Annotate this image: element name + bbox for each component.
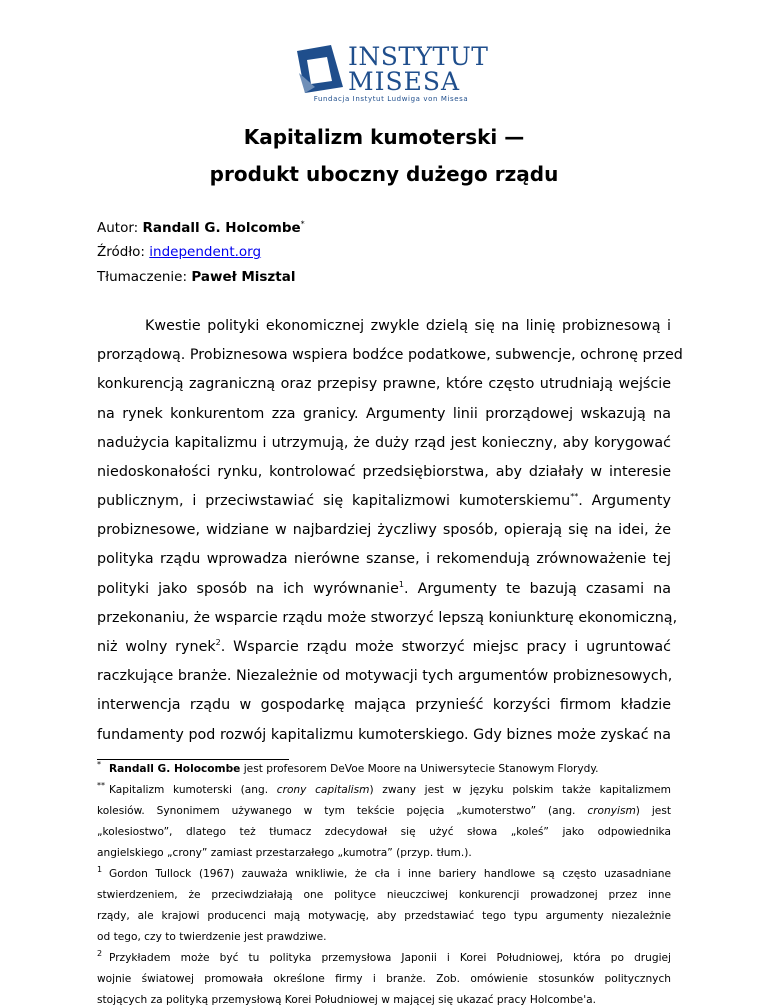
footnote-text: Kapitalizm kumoterski (ang. <box>109 784 277 796</box>
body-text: polityki jako sposób na ich wyrównanie <box>97 581 399 597</box>
body-line: na rynek konkurentom zza granicy. Argumenty linii prorządowej wskazują na <box>97 406 671 422</box>
logo-subtitle: Fundacja Instytut Ludwiga von Misesa <box>313 95 469 103</box>
author-line <box>97 219 305 237</box>
author-label: Autor: <box>97 220 139 236</box>
footnote-text: ) jest <box>635 805 671 817</box>
body-text: niż wolny rynek <box>97 639 216 655</box>
footnote-line <box>97 805 671 818</box>
translation-line <box>97 268 295 286</box>
body-line <box>97 491 671 511</box>
footnote-ref[interactable]: 1 <box>398 580 404 590</box>
footnote-author-name: Randall G. Holocombe <box>109 763 241 775</box>
body-line <box>97 579 671 599</box>
translation-label: Tłumaczenie: <box>97 269 188 285</box>
footnote-text: kolesiów. Synonimem używanego w tym tekście pojęcia „kumoterstwo” (ang. <box>97 805 588 817</box>
body-line: probiznesowe, widziane w najbardziej życzliwy sposób, opierają się na idei, że <box>97 522 671 538</box>
footnote-line: stojących za polityką przemysłową Korei Południowej w mającej się ukazać pracy Holcombe'a. <box>97 994 596 1006</box>
footnote-ref[interactable]: 2 <box>215 638 221 648</box>
source-link[interactable]: independent.org <box>149 244 262 260</box>
footnote-text: Przykładem może być tu polityka przemysłowa Japonii i Korei Południowej, która po drugiej <box>109 952 671 964</box>
source-label: Źródło: <box>97 244 145 260</box>
title-line-2: produkt uboczny dużego rządu <box>209 162 559 186</box>
body-line: konkurencją zagraniczną oraz przepisy prawne, które często utrudniają wejście <box>97 376 671 392</box>
footnote-term: crony capitalism <box>276 784 370 796</box>
footnote-line: angielskiego „crony” zamiast przestarzałego „kumotra” (przyp. tłum.). <box>97 847 472 859</box>
logo-line-1: INSTYTUT <box>348 42 489 71</box>
author-footnote-mark[interactable]: * <box>300 219 305 229</box>
footnote-divider <box>97 759 289 760</box>
body-line: nadużycia kapitalizmu i utrzymują, że duży rząd jest konieczny, aby korygować <box>97 435 671 451</box>
body-line <box>97 637 671 657</box>
instytut-misesa-logo-icon <box>295 43 345 95</box>
footnote-text: jest profesorem DeVoe Moore na Uniwersytecie Stanowym Florydy. <box>240 763 599 775</box>
body-text: . Argumenty <box>578 493 671 509</box>
footnote-line: stwierdzeniem, że przeciwdziałają one polityce nieuczciwej konkurencji prowadzonej przez inne <box>97 889 671 901</box>
translator-name: Paweł Misztal <box>191 269 296 285</box>
body-line: fundamenty pod rozwój kapitalizmu kumoterskiego. Gdy biznes może zyskać na <box>97 727 671 743</box>
logo-line-2: MISESA <box>348 67 461 96</box>
footnote-japan: 2 Przykładem może być tu polityka przemysłowa Japonii i Korei Południowej, która po drugiej <box>97 949 671 964</box>
footnote-line: rządy, ale krajowi producenci mają motywację, aby przedstawiać tego typu argumenty niezależnie <box>97 910 671 922</box>
footnote-ref[interactable]: ** <box>570 492 579 502</box>
body-text: publicznym, i przeciwstawiać się kapitalizmowi kumoterskiemu <box>97 493 571 509</box>
body-text: . Wsparcie rządu może stworzyć miejsc pracy i ugruntować <box>220 639 671 655</box>
body-line: interwencja rządu w gospodarkę mająca przynieść korzyści firmom kładzie <box>97 697 671 713</box>
body-line: raczkujące branże. Niezależnie od motywacji tych argumentów probiznesowych, <box>97 668 673 684</box>
source-line <box>97 243 261 261</box>
author-name: Randall G. Holcombe <box>142 220 301 236</box>
body-text: . Argumenty te bazują czasami na <box>403 581 671 597</box>
footnote-line: wojnie światowej promowała określone firmy i branże. Zob. omówienie stosunków politycznych <box>97 973 671 985</box>
footnote-line: od tego, czy to twierdzenie jest prawdziwe. <box>97 931 327 943</box>
footnote-tullock: 1 Gordon Tullock (1967) zauważa wnikliwie, że cła i inne bariery handlowe są często uzasadniane <box>97 865 671 880</box>
footnote-line: „kolesiostwo”, dlatego też tłumacz zdecydował się użyć słowa „koleś” jako odpowiednika <box>97 826 671 838</box>
body-line: polityka rządu wprowadza nierówne szanse, i rekomendują zrównoważenie tej <box>97 551 671 567</box>
footnote-text: ) zwany jest w języku polskim także kapitalizmem <box>369 784 671 796</box>
title-line-1: Kapitalizm kumoterski — <box>243 125 525 149</box>
footnote-term: cronyism <box>587 805 636 817</box>
body-line: niedoskonałości rynku, kontrolować przedsiębiorstwa, aby działały w interesie <box>97 464 671 480</box>
body-line: Kwestie polityki ekonomicznej zwykle dzielą się na linię probiznesową i <box>145 318 671 334</box>
footnote-author: * Randall G. Holocombe jest profesorem DeVoe Moore na Uniwersytecie Stanowym Florydy. <box>97 760 599 775</box>
footnote-crony: ** Kapitalizm kumoterski (ang. crony capitalism) zwany jest w języku polskim także kapitalizmem <box>97 781 671 796</box>
footnote-text: Gordon Tullock (1967) zauważa wnikliwie, że cła i inne bariery handlowe są często uzasadniane <box>109 868 671 880</box>
body-line: prorządową. Probiznesowa wspiera bodźce podatkowe, subwencje, ochronę przed <box>97 347 683 363</box>
instytut-misesa-logo <box>295 42 489 105</box>
body-line: przekonaniu, że wsparcie rządu może stworzyć lepszą koniunkturę ekonomiczną, <box>97 610 678 626</box>
